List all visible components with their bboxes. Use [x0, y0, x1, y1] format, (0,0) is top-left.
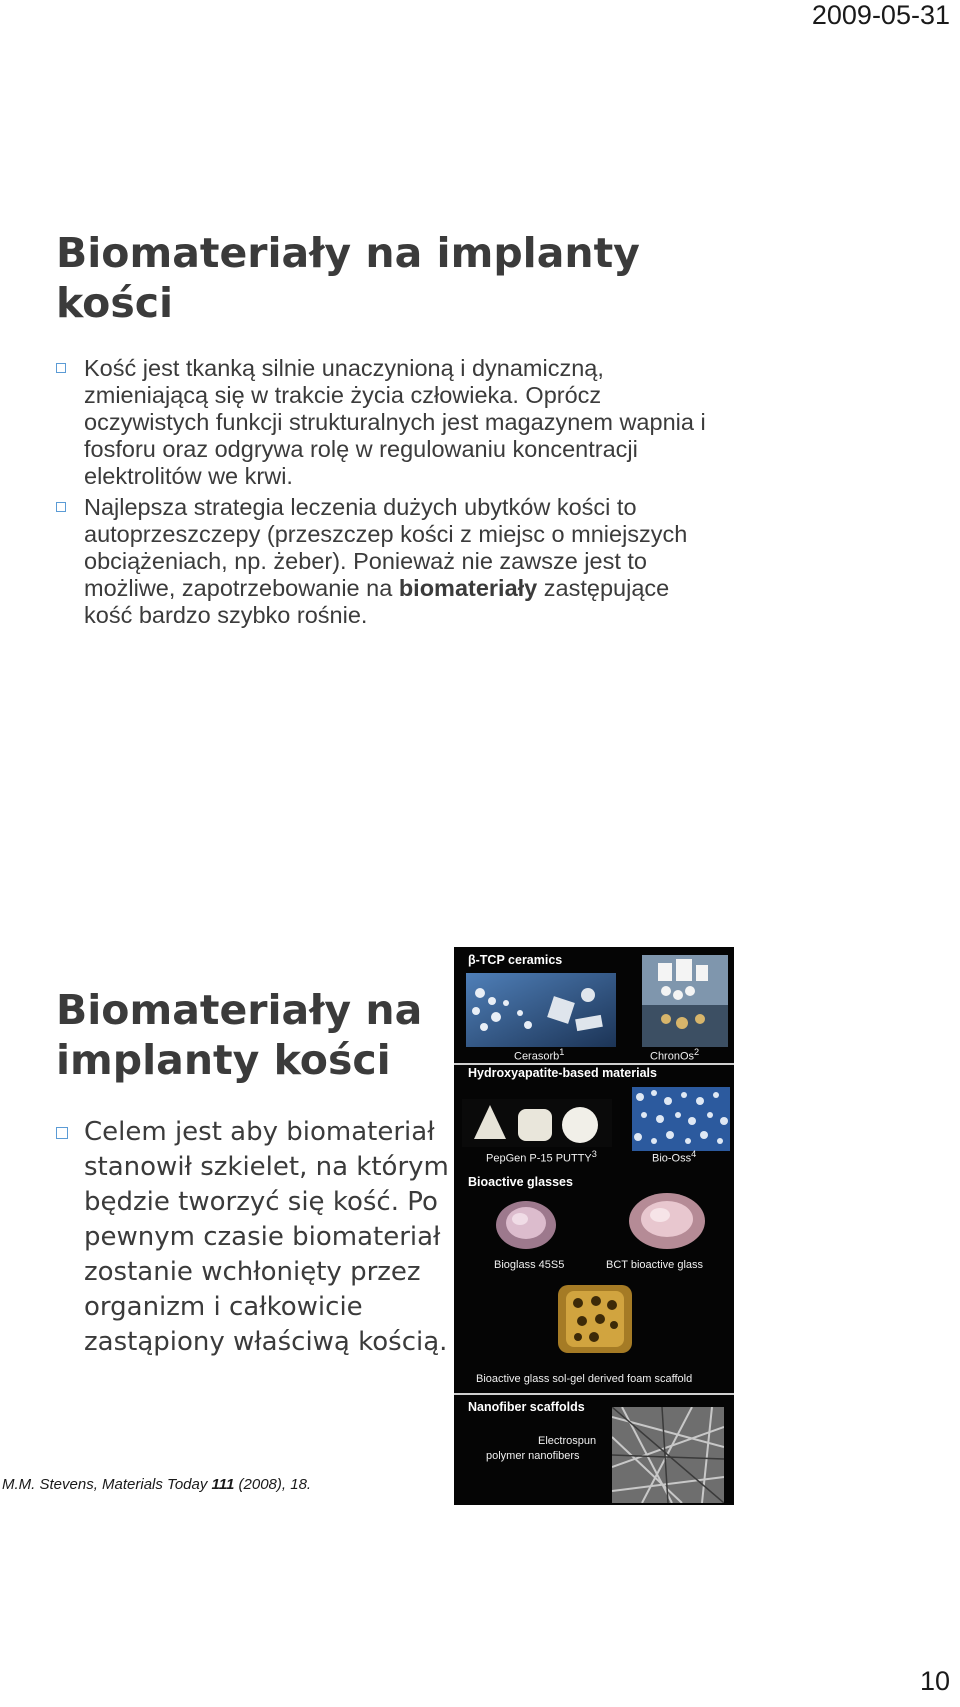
page-number: 10 [919, 1666, 950, 1696]
cerasorb-label: Cerasorb [514, 1050, 560, 1063]
foam-scaffold-photo [552, 1277, 638, 1359]
pepgen-label: PepGen P-15 PUTTY [486, 1152, 592, 1165]
square-bullet-icon [56, 363, 66, 373]
citation-volume: 111 [211, 1476, 235, 1493]
electrospun-caption-line-2: polymer nanofibers [486, 1450, 580, 1462]
slide2-title: Biomateriały na implanty kości [56, 986, 423, 1084]
section-divider [454, 1393, 734, 1395]
pepgen-ref: 3 [591, 1149, 597, 1159]
slide2-bullet-1 [56, 1115, 456, 1360]
citation-authors: M.M. Stevens, [2, 1476, 103, 1493]
bio-oss-label: Bio-Oss [652, 1152, 692, 1165]
cerasorb-ref: 1 [559, 1047, 565, 1057]
cerasorb-photo [466, 973, 616, 1047]
bioglass-caption: Bioglass 45S5 [494, 1259, 565, 1271]
section-nano-heading: Nanofiber scaffolds [468, 1400, 585, 1414]
foam-scaffold-caption: Bioactive glass sol-gel derived foam scaffold [476, 1373, 693, 1385]
chronos-caption [650, 1047, 699, 1063]
bio-oss-caption [652, 1149, 696, 1165]
citation-journal: Materials Today [102, 1476, 208, 1493]
square-bullet-icon [56, 502, 66, 512]
slide1-bullet-1-text: Kość jest tkanką silnie unaczynioną i dynamiczną, zmieniającą się w trakcie życia człowieka. Oprócz oczywistych funkcji strukturalnych jest magazynem wapnia i fosforu oraz odgrywa rolę w regulowaniu koncentracji elektrolitów we krwi. [84, 355, 706, 489]
pepgen-caption [486, 1149, 597, 1165]
pepgen-photo [462, 1099, 612, 1147]
section-ha-heading: Hydroxyapatite-based materials [468, 1066, 657, 1080]
slide1-bullet-list [56, 355, 716, 633]
citation-rest: (2008), 18. [234, 1476, 312, 1493]
bct-glass-photo [624, 1187, 710, 1253]
biomaterials-figure [454, 947, 734, 1505]
section-bioactive-heading: Bioactive glasses [468, 1175, 573, 1189]
section-divider [454, 1063, 734, 1065]
chronos-photo [642, 955, 728, 1047]
slide1-bullet-1 [56, 355, 716, 490]
square-bullet-icon [56, 1127, 68, 1139]
section-tcp-heading: β-TCP ceramics [468, 953, 563, 967]
electrospun-caption-line-1: Electrospun [538, 1435, 597, 1447]
slide1-bullet-2-text-before: Najlepsza strategia leczenia dużych ubytków kości to autoprzeszczepy (przeszczep kości z miejsc o mniejszych obciążeniach, np. żeber). Ponieważ nie zawsze jest to możliwe, zapotrzebowanie na [84, 494, 688, 601]
cerasorb-caption [514, 1047, 564, 1063]
bct-glass-caption: BCT bioactive glass [606, 1259, 704, 1271]
chronos-label: ChronOs [650, 1050, 695, 1063]
nanofiber-photo [612, 1407, 724, 1503]
bio-oss-ref: 4 [691, 1149, 697, 1159]
bioglass-photo [490, 1193, 562, 1253]
slide1-bullet-2-bold: biomateriały [398, 575, 538, 601]
slide2-bullet-list [56, 1115, 456, 1360]
chronos-ref: 2 [694, 1047, 700, 1057]
citation [2, 1476, 311, 1493]
slide1-title: Biomateriały na implanty kości [56, 229, 640, 327]
date-stamp: 2009-05-31 [811, 0, 950, 30]
bio-oss-photo [632, 1087, 730, 1151]
slide2-bullet-1-text: Celem jest aby biomateriał stanowił szkielet, na którym będzie tworzyć się kość. Po pewnym czasie biomateriał zostanie wchłonięty przez organizm i całkowicie zastąpiony właściwą kością. [84, 1117, 449, 1357]
slide1-bullet-2 [56, 494, 716, 629]
slide1-bullet-2-text-after: zastępujące kość bardzo szybko rośnie. [84, 575, 670, 628]
